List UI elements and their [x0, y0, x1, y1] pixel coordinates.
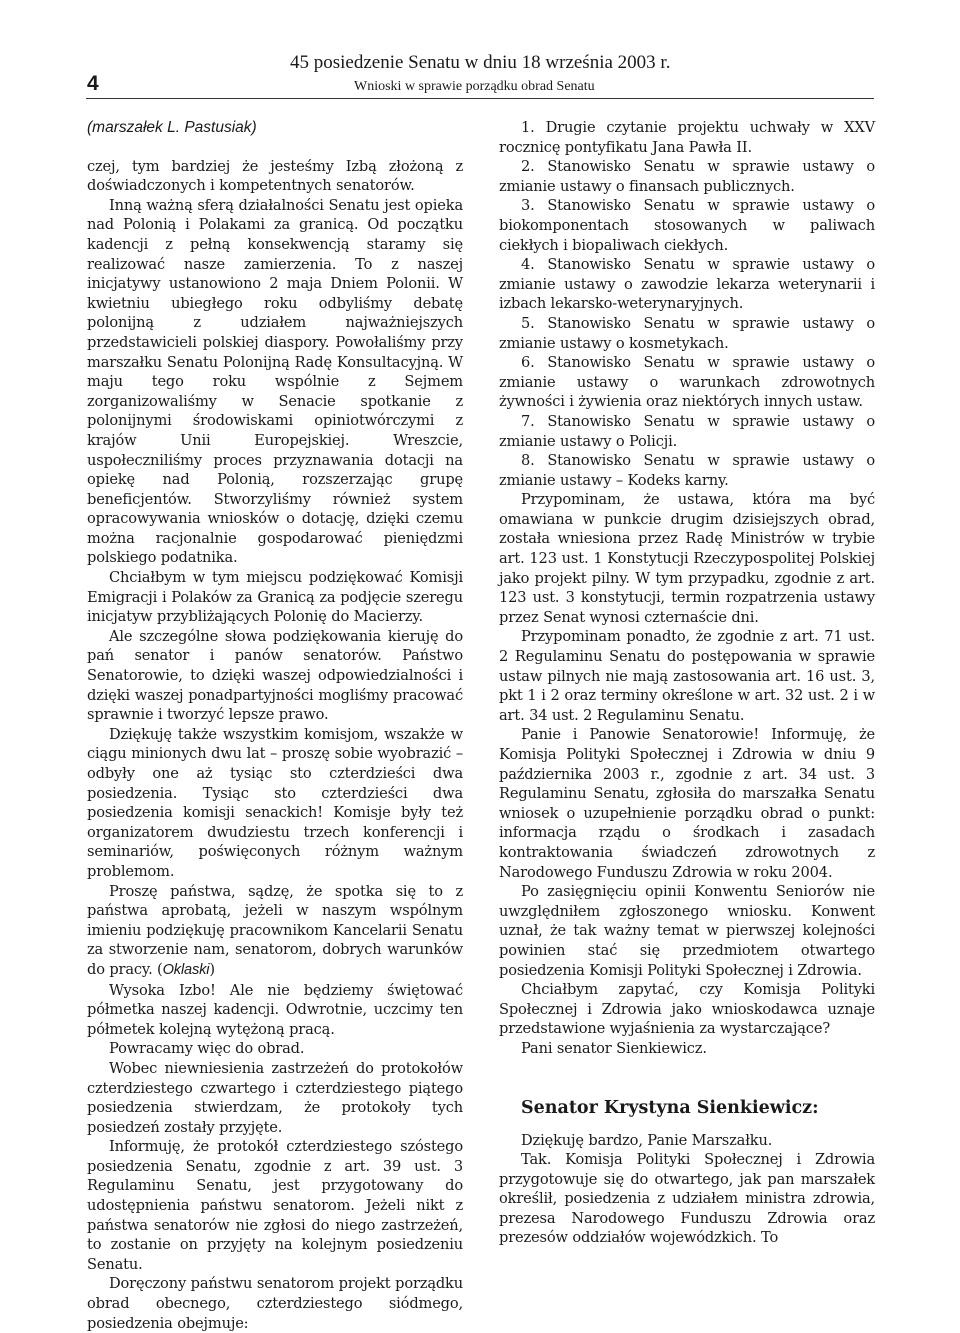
agenda-item: 1. Drugie czytanie projektu uchwały w XXV rocznicę pontyfikatu Jana Pawła II. [499, 119, 875, 156]
paragraph: Chciałbym zapytać, czy Komisja Polityki Społecznej i Zdrowia jako wnioskodawca uznaje przedstawione wyjaśnienia za wystarczające? [499, 981, 875, 1038]
applause-close: ) [209, 960, 215, 978]
paragraph: Panie i Panowie Senatorowie! Informuję, że Komisja Polityki Społecznej i Zdrowia w dniu 9 października 2003 r., zgodnie z art. 34 ust. 3 Regulaminu Senatu, zgłosiła do marszałka Senatu wniosek o uzupełnienie porządku obrad o punkt: informacja rządu o środkach i zasadach kontraktowania świadczeń zdrowotnych z Narodowego Funduszu Zdrowia w roku 2004. [499, 726, 875, 881]
agenda-item: 8. Stanowisko Senatu w sprawie ustawy o zmianie ustawy – Kodeks karny. [499, 452, 875, 489]
paragraph: Przypominam ponadto, że zgodnie z art. 71 ust. 2 Regulaminu Senatu do postępowania w sprawie ustaw pilnych nie mają zastosowania art. 16 ust. 3, pkt 1 i 2 oraz terminy określone w art. 32 ust. 2 i w art. 34 ust. 2 Regulaminu Senatu. [499, 628, 875, 724]
agenda-item: 5. Stanowisko Senatu w sprawie ustawy o zmianie ustawy o kosmetykach. [499, 314, 875, 352]
agenda-item: 3. Stanowisko Senatu w sprawie ustawy o biokomponentach stosowanych w paliwach ciekłych i biopaliwach ciekłych. [499, 197, 875, 254]
speaker-heading: Senator Krystyna Sienkiewicz: [521, 1097, 819, 1118]
paragraph: Dziękuję bardzo, Panie Marszałku. [521, 1131, 773, 1149]
paragraph: Przypominam, że ustawa, która ma być omawiana w punkcie drugim dzisiejszych obrad, została wniesiona przez Radę Ministrów w trybie art. 123 ust. 1 Konstytucji Rzeczypospolitej Polskiej jako projekt pilny. W tym przypadku, zgodnie z art. 123 ust. 3 konstytucji, termin rozpatrzenia ustawy przez Senat wynosi czternaście dni. [499, 491, 875, 626]
applause-note: Oklaski [162, 961, 210, 978]
paragraph: Informuję, że protokół czterdziestego szóstego posiedzenia Senatu, zgodnie z art. 39 ust. 3 Regulaminu Senatu, jest przygotowany do udostępnienia państwu senatorom. Jeżeli nikt z państwa senatorów nie zgłosi do niego zastrzeżeń, to zostanie on przyjęty na kolejnym posiedzeniu Senatu. [87, 1138, 463, 1273]
paragraph: Wysoka Izbo! Ale nie będziemy świętować półmetka naszej kadencji. Odwrotnie, uczcimy ten półmetek kolejną wytężoną pracą. [87, 981, 463, 1038]
agenda-item: 7. Stanowisko Senatu w sprawie ustawy o zmianie ustawy o Policji. [499, 412, 875, 450]
paragraph: Dziękuję także wszystkim komisjom, wszakże w ciągu minionych dwu lat – proszę sobie wyobrazić – odbyły one aż tysiąc sto czterdzieści dwa posiedzenia. Tysiąc sto czterdzieści dwa posiedzenia komisji senackich! Komisje były też organizatorem dwudziestu trzech konferencji i seminariów, poświęconych różnym ważnym problemom. [87, 725, 463, 880]
header-subtitle: Wnioski w sprawie porządku obrad Senatu [354, 79, 595, 94]
paragraph: Chciałbym w tym miejscu podziękować Komisji Emigracji i Polaków za Granicą za podjęcie szeregu inicjatyw przybliżających Polonię do Macierzy. [87, 569, 463, 626]
paragraph: Powracamy więc do obrad. [109, 1040, 305, 1058]
paragraph: Ale szczególne słowa podziękowania kieruję do pań senator i panów senatorów. Państwo Senatorowie, to dzięki waszej odpowiedzialności i dzięki waszej ponadpartyjności mogliśmy pracować sprawnie i tworzyć lepsze prawo. [87, 627, 463, 724]
right-column [499, 118, 875, 1248]
thanks-text: Proszę państwa, sądzę, że spotka się to z państwa aprobatą, jeżeli w naszym wspólnym imieniu podziękuję pracownikom Kancelarii Senatu za stworzenie nam, senatorom, dobrych warunków do pracy. [87, 882, 463, 978]
paragraph: Tak. Komisja Polityki Społecznej i Zdrowia przygotowuje się do otwartego, jak pan marszałek określił, posiedzenia z udziałem ministra zdrowia, prezesa Narodowego Funduszu Zdrowia oraz prezesów oddziałów wojewódzkich. To [499, 1151, 875, 1247]
applause-open: ( [152, 960, 163, 978]
agenda-list [499, 118, 875, 490]
paragraph: czej, tym bardziej że jesteśmy Izbą złożoną z doświadczonych i kompetentnych senatorów. [87, 157, 463, 195]
paragraph: Doręczony państwu senatorom projekt porządku obrad obecnego, czterdziestego siódmego, posiedzenia obejmuje: [87, 1275, 463, 1332]
agenda-item: 2. Stanowisko Senatu w sprawie ustawy o zmianie ustawy o finansach publicznych. [499, 158, 875, 195]
speaker-note: (marszałek L. Pastusiak) [87, 119, 257, 136]
paragraph: Po zasięgnięciu opinii Konwentu Seniorów nie uwzględniłem zgłoszonego wniosku. Konwent uznał, że tak ważny temat w pierwszej kolejności powinien stać się przedmiotem otwartego posiedzenia Komisji Polityki Społecznej i Zdrowia. [499, 883, 875, 979]
thanks-paragraph [87, 882, 463, 981]
agenda-item: 4. Stanowisko Senatu w sprawie ustawy o zmianie ustawy o zawodzie lekarza weterynarii i izbach lekarsko-weterynaryjnych. [499, 256, 875, 313]
header-title: 45 posiedzenie Senatu w dniu 18 września 2003 r. [290, 52, 671, 73]
paragraph: Inną ważną sferą działalności Senatu jest opieka nad Polonią i Polakami za granicą. Od początku kadencji z pełną konsekwencją staramy się realizować nasze zamierzenia. To z naszej inicjatywy ustanowiono 2 maja Dniem Polonii. W kwietniu ubiegłego roku odbyliśmy debatę polonijną z udziałem najważniejszych przedstawicieli polskiej diaspory. Powołaliśmy przy marszałku Senatu Polonijną Radę Konsultacyjną. W maju tego roku wspólnie z Sejmem zorganizowaliśmy w Senacie spotkanie z polonijnymi środowiskami opiniotwórczymi z krajów Unii Europejskiej. Wreszcie, uspołeczniliśmy proces przyznawania dotacji na opiekę nad Polonią, rozszerzając grupę beneficjentów. Stworzyliśmy również system opracowywania wniosków o dotację, dzięki czemu można racjonalnie gospodarować pieniędzmi polskiego podatnika. [87, 196, 463, 567]
header-divider [86, 98, 874, 99]
left-column [87, 118, 463, 1333]
agenda-item: 6. Stanowisko Senatu w sprawie ustawy o zmianie ustawy o warunkach zdrowotnych żywności i żywienia oraz niektórych innych ustaw. [499, 354, 875, 411]
page-number: 4 [87, 72, 99, 95]
paragraph: Wobec niewniesienia zastrzeżeń do protokołów czterdziestego czwartego i czterdziestego piątego posiedzenia stwierdzam, że protokoły tych posiedzeń zostały przyjęte. [87, 1059, 463, 1136]
paragraph: Pani senator Sienkiewicz. [521, 1039, 707, 1057]
